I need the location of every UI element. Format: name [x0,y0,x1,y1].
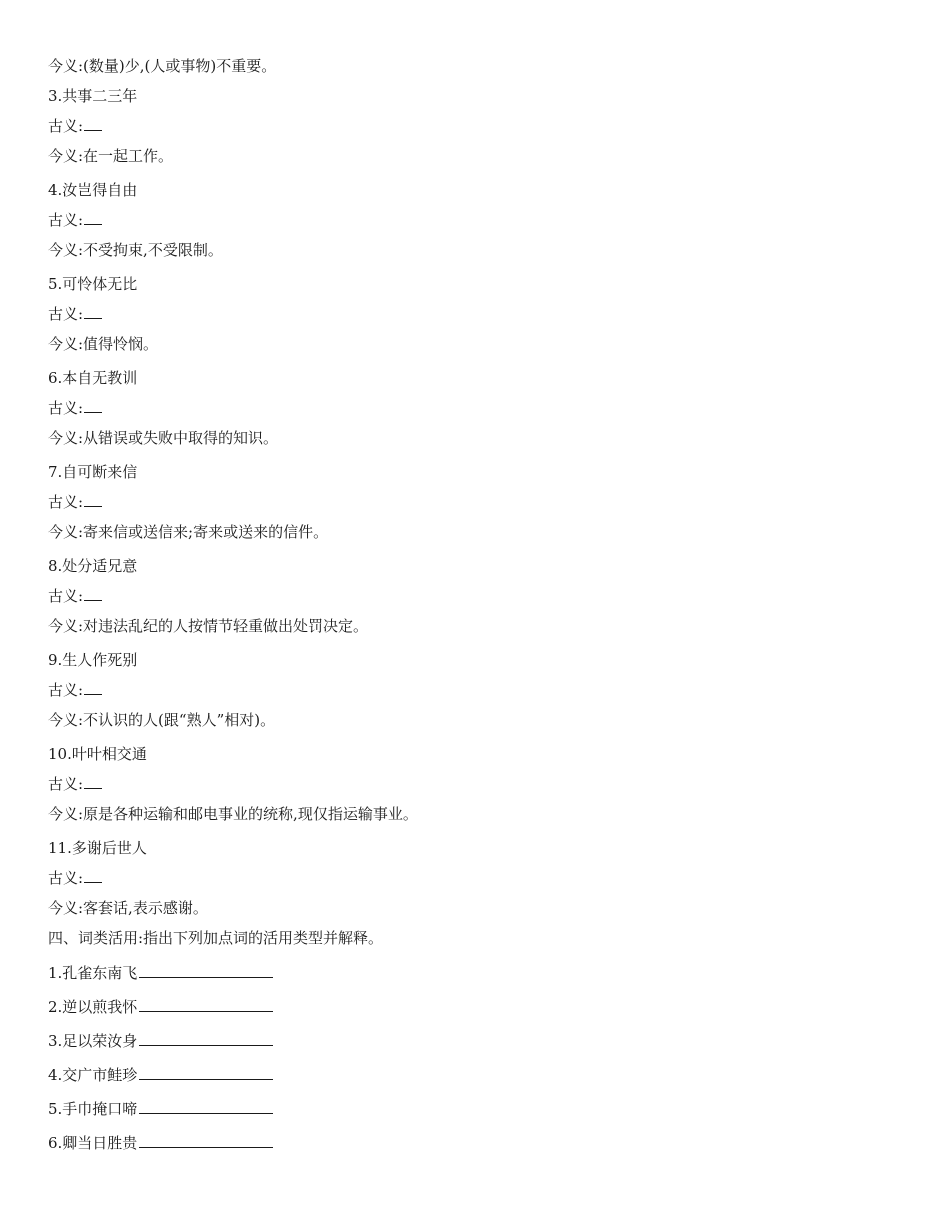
guyi-blank[interactable] [84,492,102,507]
question-text: 6.卿当日胜贵 [48,1134,138,1152]
answer-blank[interactable] [139,1064,273,1080]
question-line [48,1064,908,1084]
guyi-label: 古义: [48,211,84,229]
question-line [48,1030,908,1050]
guyi-blank[interactable] [84,774,102,789]
guyi-line [48,680,908,700]
guyi-label: 古义: [48,305,84,323]
jinyi-line: 今义:客套话,表示感谢。 [48,899,208,917]
item-heading: 10.叶叶相交通 [48,745,147,763]
guyi-label: 古义: [48,587,84,605]
jinyi-line: 今义:不受拘束,不受限制。 [48,241,223,259]
guyi-line [48,586,908,606]
guyi-line [48,492,908,512]
answer-blank[interactable] [139,1098,273,1114]
guyi-label: 古义: [48,493,84,511]
question-text: 4.交广市鲑珍 [48,1066,138,1084]
guyi-line [48,774,908,794]
guyi-blank[interactable] [84,116,102,131]
question-text: 5.手巾掩口啼 [48,1100,138,1118]
guyi-blank[interactable] [84,210,102,225]
guyi-blank[interactable] [84,868,102,883]
answer-blank[interactable] [139,1132,273,1148]
question-line [48,1098,908,1118]
guyi-line [48,868,908,888]
guyi-line [48,116,908,136]
guyi-label: 古义: [48,117,84,135]
guyi-line [48,210,908,230]
question-line [48,1132,908,1152]
question-text: 2.逆以煎我怀 [48,998,138,1016]
item-heading: 8.处分适兄意 [48,557,138,575]
guyi-blank[interactable] [84,680,102,695]
item-heading: 5.可怜体无比 [48,275,138,293]
guyi-label: 古义: [48,869,84,887]
answer-blank[interactable] [139,1030,273,1046]
question-line [48,962,908,982]
guyi-blank[interactable] [84,304,102,319]
guyi-line [48,398,908,418]
guyi-blank[interactable] [84,586,102,601]
jinyi-line: 今义:寄来信或送信来;寄来或送来的信件。 [48,523,329,541]
answer-blank[interactable] [139,962,273,978]
guyi-line [48,304,908,324]
jinyi-line: 今义:不认识的人(跟“熟人”相对)。 [48,711,276,729]
jinyi-line: 今义:(数量)少,(人或事物)不重要。 [48,57,277,75]
item-heading: 7.自可断来信 [48,463,138,481]
answer-blank[interactable] [139,996,273,1012]
jinyi-line: 今义:值得怜悯。 [48,335,159,353]
item-heading: 3.共事二三年 [48,87,138,105]
question-text: 3.足以荣汝身 [48,1032,138,1050]
guyi-label: 古义: [48,775,84,793]
guyi-label: 古义: [48,399,84,417]
jinyi-line: 今义:对违法乱纪的人按情节轻重做出处罚决定。 [48,617,369,635]
guyi-blank[interactable] [84,398,102,413]
question-line [48,996,908,1016]
document-page [48,56,908,1152]
section-title: 四、词类活用:指出下列加点词的活用类型并解释。 [48,929,384,947]
question-text: 1.孔雀东南飞 [48,964,138,982]
item-heading: 9.生人作死别 [48,651,138,669]
item-heading: 4.汝岂得自由 [48,181,138,199]
guyi-label: 古义: [48,681,84,699]
jinyi-line: 今义:在一起工作。 [48,147,174,165]
item-heading: 11.多谢后世人 [48,839,147,857]
item-heading: 6.本自无教训 [48,369,138,387]
jinyi-line: 今义:从错误或失败中取得的知识。 [48,429,279,447]
jinyi-line: 今义:原是各种运输和邮电事业的统称,现仅指运输事业。 [48,805,418,823]
